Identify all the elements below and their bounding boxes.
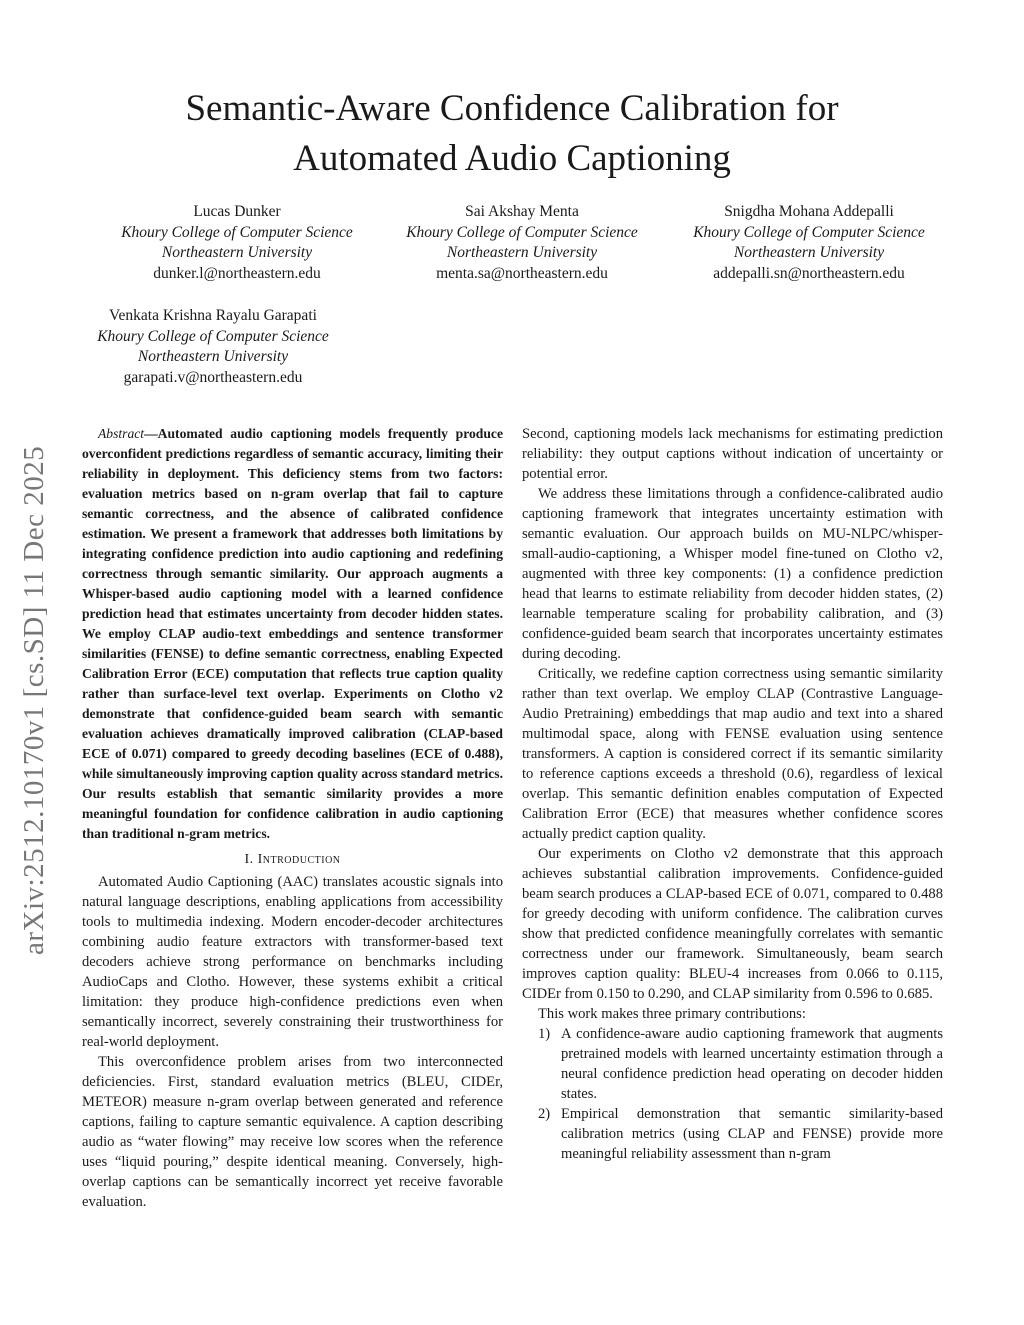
- list-number: 1): [538, 1026, 551, 1042]
- author-block: [68, 306, 358, 388]
- list-number: 2): [538, 1106, 551, 1122]
- paragraph: Automated Audio Captioning (AAC) translates acoustic signals into natural language descriptions, enabling applications from accessibility tools to multimedia indexing. Modern encoder-decoder architectures combining audio feature extractors with transformer-based text decoders achieve strong performance on benchmarks including AudioCaps and Clotho. However, these systems exhibit a critical limitation: they produce high-confidence predictions even when semantically incorrect, severely constraining their trustworthiness for real-world deployment.: [82, 874, 503, 1050]
- list-text: A confidence-aware audio captioning framework that augments pretrained models with learned uncertainty estimation through a neural confidence prediction head operating on decoder hidden states.: [561, 1026, 943, 1102]
- author-affiliation: Khoury College of Computer Science: [693, 223, 925, 241]
- author-affiliation: Khoury College of Computer Science: [406, 223, 638, 241]
- paragraph: Our experiments on Clotho v2 demonstrate that this approach achieves substantial calibration improvements. Confidence-guided beam search produces a CLAP-based ECE of 0.071, compared to 0.488 for greedy decoding with uniform confidence. The calibration curves show that predicted confidence meaningfully correlates with semantic correctness under our framework. Simultaneously, beam search improves caption quality: BLEU-4 increases from 0.066 to 0.115, CIDEr from 0.150 to 0.290, and CLAP similarity from 0.596 to 0.685.: [522, 846, 943, 1002]
- section-heading: I. Introduction: [244, 852, 341, 867]
- paragraph: This work makes three primary contributions:: [538, 1006, 806, 1022]
- contributions-list: [522, 1024, 943, 1164]
- paper-title: [0, 84, 1024, 184]
- author-name: Lucas Dunker: [193, 203, 281, 220]
- abstract-text: —Automated audio captioning models frequently produce overconfident predictions regardless of semantic accuracy, limiting their reliability in deployment. This deficiency stems from two factors: evaluation metrics based on n-gram overlap that fail to capture semantic correctness, and the absence of calibrated confidence estimation. We present a framework that addresses both limitations by integrating confidence prediction into audio captioning and redefining correctness through semantic similarity. Our approach augments a Whisper-based audio captioning model with a learned confidence prediction head that estimates uncertainty from decoder hidden states. We employ CLAP audio-text embeddings and sentence transformer similarities (FENSE) to define semantic correctness, enabling Expected Calibration Error (ECE) computation that reflects true caption quality rather than surface-level text overlap. Experiments on Clotho v2 demonstrate that confidence-guided beam search with semantic evaluation achieves dramatically improved calibration (CLAP-based ECE of 0.071) compared to greedy decoding baselines (ECE of 0.488), while simultaneously improving caption quality across standard metrics. Our results establish that semantic similarity provides a more meaningful foundation for confidence calibration in audio captioning than traditional n-gram metrics.: [82, 426, 503, 841]
- author-email: menta.sa@northeastern.edu: [436, 264, 608, 282]
- author-email: dunker.l@northeastern.edu: [153, 264, 321, 282]
- author-name: Sai Akshay Menta: [465, 203, 579, 220]
- author-email: garapati.v@northeastern.edu: [123, 368, 303, 386]
- right-column: [522, 424, 943, 1164]
- abstract: [82, 424, 503, 844]
- abstract-label: Abstract: [98, 426, 145, 441]
- author-institution: Northeastern University: [137, 348, 289, 365]
- author-block: [377, 202, 667, 284]
- left-column: [82, 424, 503, 1212]
- author-institution: Northeastern University: [733, 244, 885, 261]
- paragraph: Second, captioning models lack mechanisms for estimating prediction reliability: they output captions without indication of uncertainty or potential error.: [522, 426, 943, 482]
- title-line-1: Semantic-Aware Confidence Calibration for: [185, 88, 839, 129]
- list-item: [522, 1024, 943, 1104]
- author-email: addepalli.sn@northeastern.edu: [713, 264, 905, 282]
- author-affiliation: Khoury College of Computer Science: [121, 223, 353, 241]
- author-block: [664, 202, 954, 284]
- author-institution: Northeastern University: [161, 244, 313, 261]
- author-institution: Northeastern University: [446, 244, 598, 261]
- arxiv-identifier: arXiv:2512.10170v1 [cs.SD] 11 Dec 2025: [18, 445, 50, 955]
- paragraph: Critically, we redefine caption correctness using semantic similarity rather than text overlap. We employ CLAP (Contrastive Language-Audio Pretraining) embeddings that map audio and text into a shared multimodal space, along with FENSE evaluation using sentence transformers. A caption is considered correct if its semantic similarity to reference captions exceeds a threshold (0.6), regardless of lexical overlap. This semantic definition enables computation of Expected Calibration Error (ECE) that measures whether confidence scores actually predict caption quality.: [522, 666, 943, 842]
- title-line-2: Automated Audio Captioning: [293, 138, 731, 179]
- list-item: [522, 1104, 943, 1164]
- author-name: Venkata Krishna Rayalu Garapati: [109, 307, 317, 324]
- author-name: Snigdha Mohana Addepalli: [724, 203, 894, 220]
- author-block: [92, 202, 382, 284]
- list-text: Empirical demonstration that semantic similarity-based calibration metrics (using CLAP and FENSE) provide more meaningful reliability assessment than n-gram: [561, 1106, 943, 1162]
- paragraph: We address these limitations through a confidence-calibrated audio captioning framework that integrates uncertainty estimation with semantic evaluation. Our approach builds on MU-NLPC/whisper-small-audio-captioning, a Whisper model fine-tuned on Clotho v2, augmented with three key components: (1) a confidence prediction head that learns to estimate reliability from decoder hidden states, (2) learnable temperature scaling for probability calibration, and (3) confidence-guided beam search that incorporates uncertainty estimates during decoding.: [522, 486, 943, 662]
- paragraph: This overconfidence problem arises from two interconnected deficiencies. First, standard evaluation metrics (BLEU, CIDEr, METEOR) measure n-gram overlap between generated and reference captions, failing to capture semantic equivalence. A caption describing audio as “water flowing” may receive low scores when the reference uses “liquid pouring,” despite identical meaning. Conversely, high-overlap captions can be semantically incorrect yet receive favorable evaluation.: [82, 1054, 503, 1210]
- author-affiliation: Khoury College of Computer Science: [97, 327, 329, 345]
